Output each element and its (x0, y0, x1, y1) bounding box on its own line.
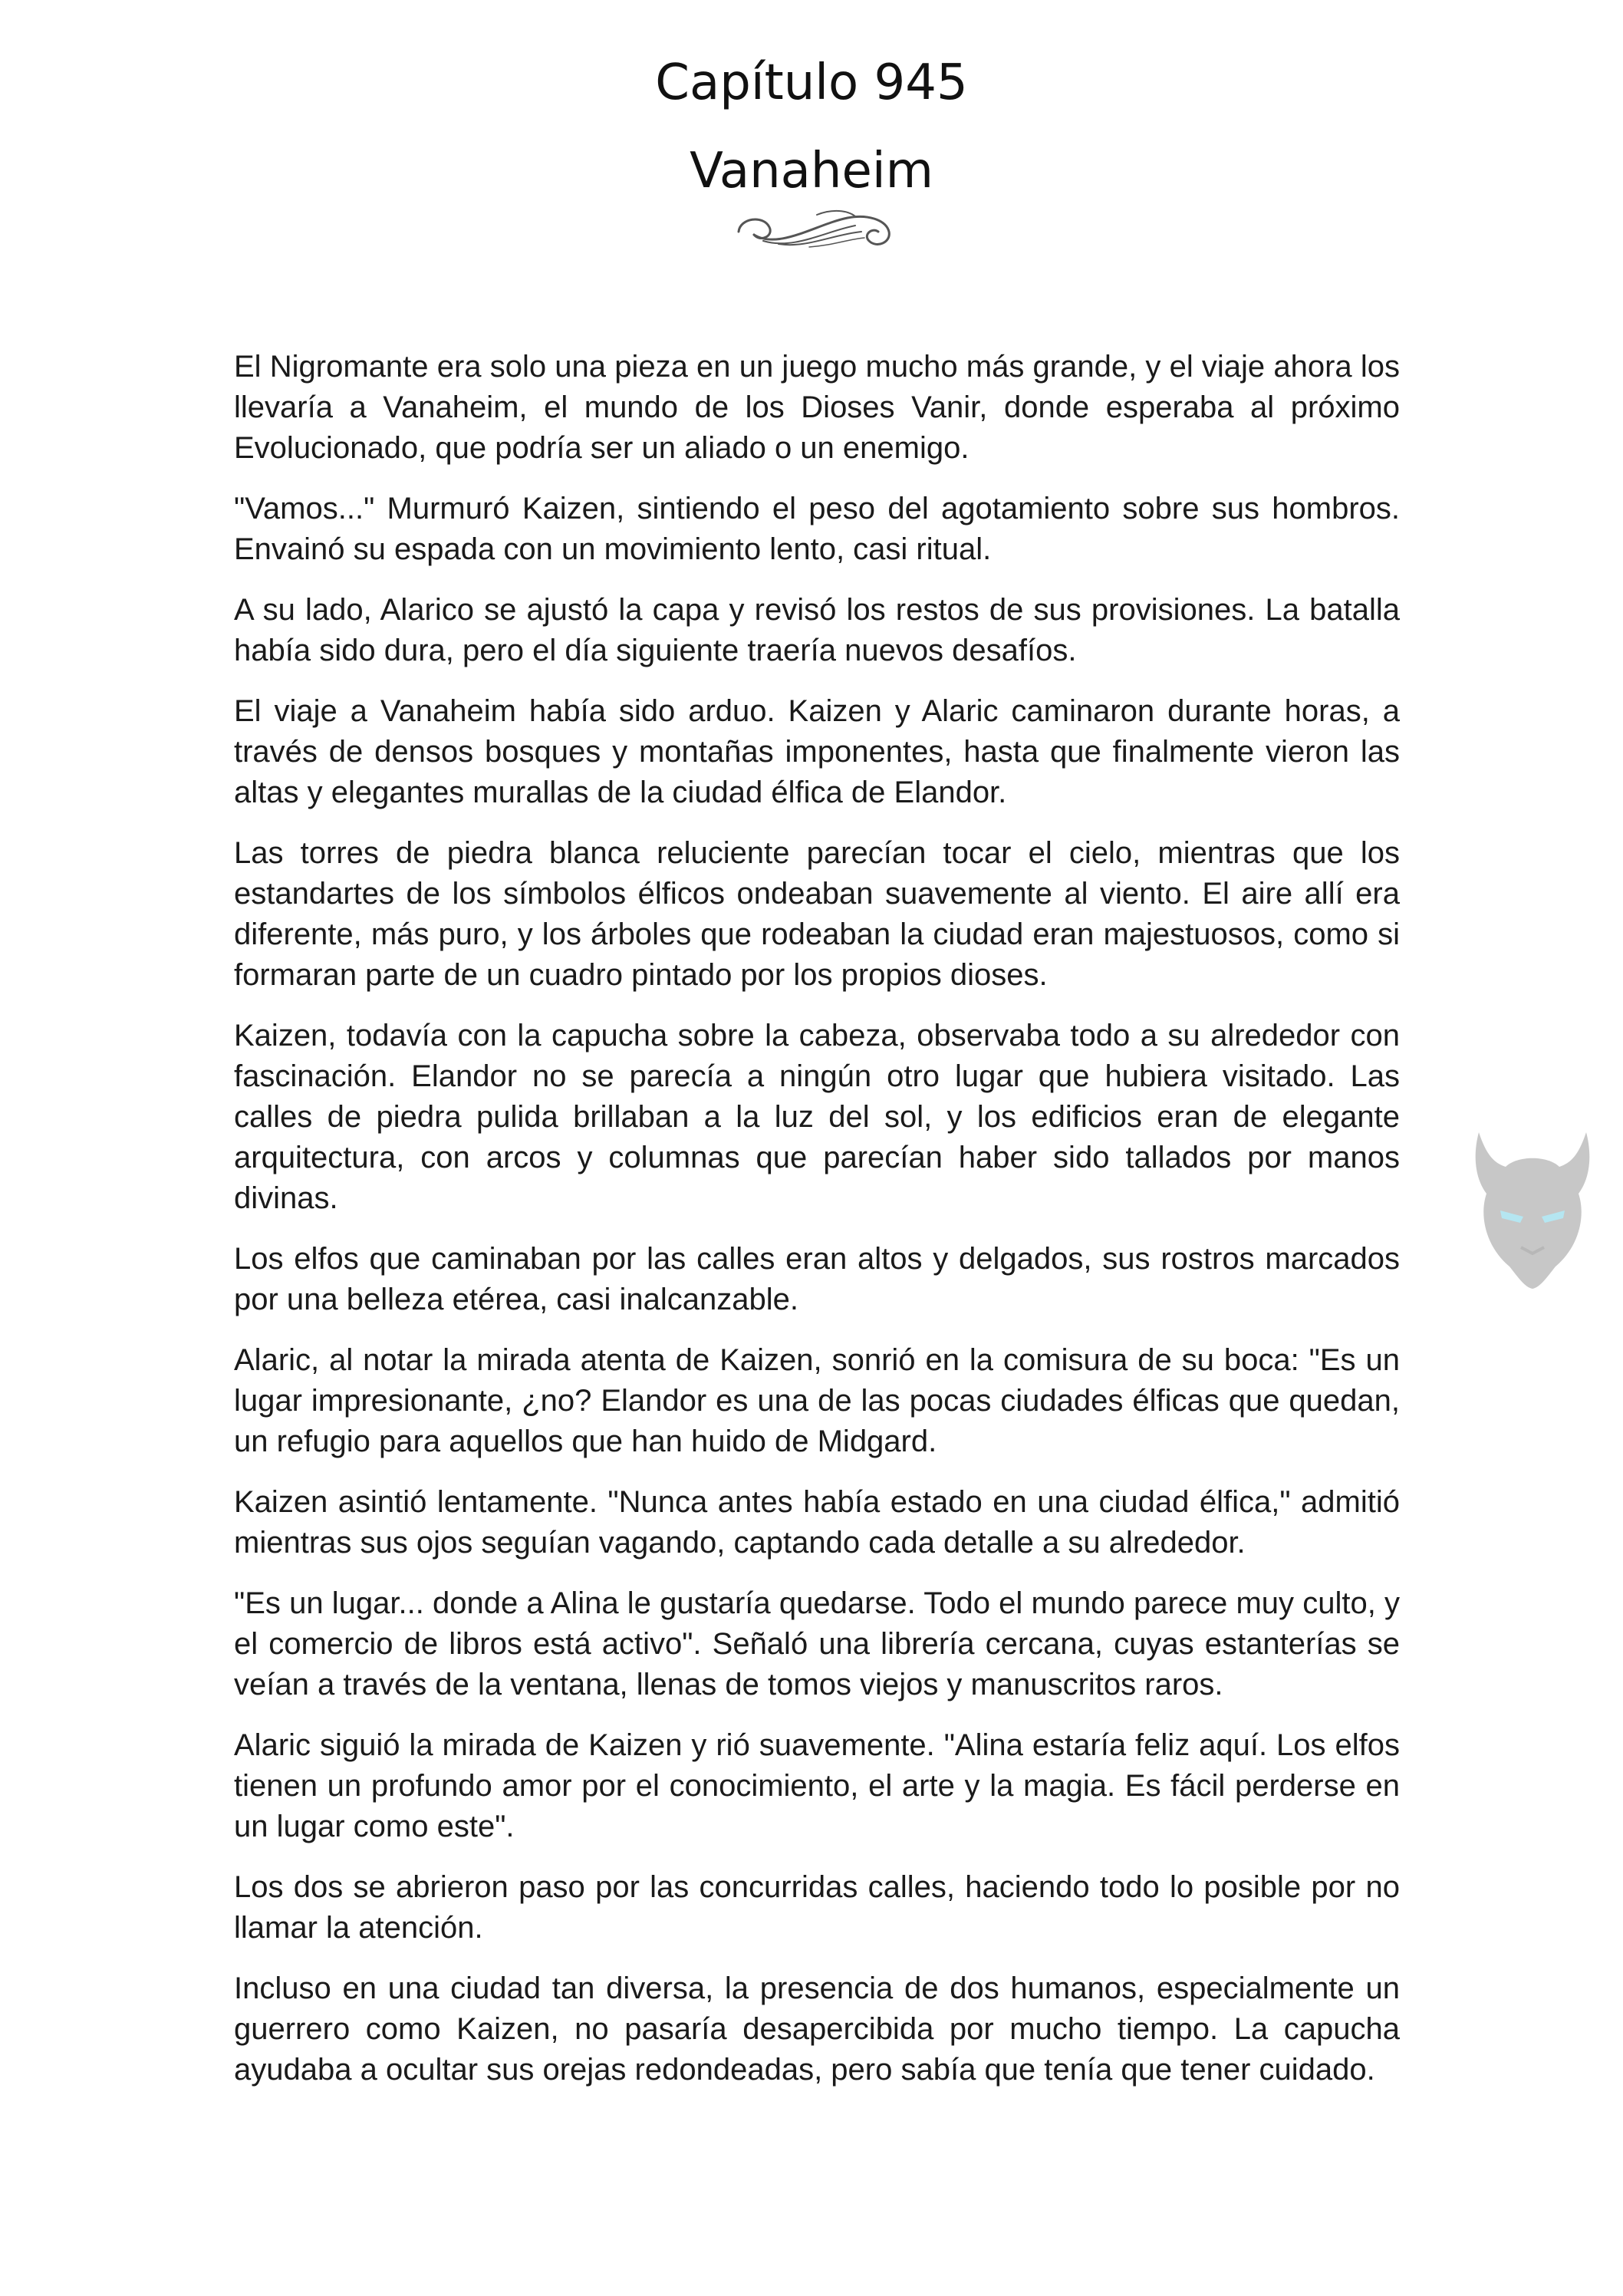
paragraph: Incluso en una ciudad tan diversa, la presencia de dos humanos, especialmente un guerrero como Kaizen, no pasaría desapercibida por mucho tiempo. La capucha ayudaba a ocultar sus orejas redondeadas, pero sabía que tenía que tener cuidado. (234, 1972, 1400, 2087)
paragraph: Kaizen asintió lentamente. "Nunca antes había estado en una ciudad élfica," admitió mientras sus ojos seguían vagando, captando cada detalle a su alrededor. (234, 1485, 1400, 1560)
paragraph: El Nigromante era solo una pieza en un juego mucho más grande, y el viaje ahora los llevaría a Vanaheim, el mundo de los Dioses Vanir, donde esperaba al próximo Evolucionado, que podría ser un aliado o un enemigo. (234, 350, 1400, 465)
chapter-header (0, 37, 1623, 213)
flourish-ornament-icon (732, 201, 895, 259)
paragraph: Las torres de piedra blanca reluciente parecían tocar el cielo, mientras que los estandartes de los símbolos élficos ondeaban suavemente al viento. El aire allí era diferente, más puro, y los árboles que rodeaban la ciudad eran majestuosos, como si formaran parte de un cuadro pintado por los propios dioses. (234, 836, 1400, 992)
chapter-number: Capítulo 945 (655, 54, 968, 111)
paragraph: A su lado, Alarico se ajustó la capa y revisó los restos de sus provisiones. La batalla había sido dura, pero el día siguiente traería nuevos desafíos. (234, 593, 1400, 667)
paragraph: Alaric siguió la mirada de Kaizen y rió suavemente. "Alina estaría feliz aquí. Los elfos tienen un profundo amor por el conocimiento, el arte y la magia. Es fácil perderse en un lugar como este". (234, 1728, 1400, 1843)
paragraph: El viaje a Vanaheim había sido arduo. Kaizen y Alaric caminaron durante horas, a través de densos bosques y montañas imponentes, hasta que finalmente vieron las altas y elegantes murallas de la ciudad élfica de Elandor. (234, 694, 1400, 809)
paragraph: Los dos se abrieron paso por las concurridas calles, haciendo todo lo posible por no llamar la atención. (234, 1870, 1400, 1945)
paragraph: "Es un lugar... donde a Alina le gustaría quedarse. Todo el mundo parece muy culto, y el comercio de libros está activo". Señaló una librería cercana, cuyas estanterías se veían a través de la ventana, llenas de tomos viejos y manuscritos raros. (234, 1586, 1400, 1701)
paragraph: "Vamos..." Murmuró Kaizen, sintiendo el peso del agotamiento sobre sus hombros. Envainó su espada con un movimiento lento, casi ritual. (234, 492, 1400, 566)
chapter-title: Vanaheim (690, 143, 933, 199)
paragraph: Los elfos que caminaban por las calles eran altos y delgados, sus rostros marcados por una belleza etérea, casi inalcanzable. (234, 1242, 1400, 1316)
paragraph: Kaizen, todavía con la capucha sobre la cabeza, observaba todo a su alrededor con fascinación. Elandor no se parecía a ningún otro lugar que hubiera visitado. Las calles de piedra pulida brillaban a la luz del sol, y los edificios eran de elegante arquitectura, con arcos y columnas que parecían haber sido tallados por manos divinas. (234, 1019, 1400, 1215)
chapter-body (234, 347, 1400, 2110)
demon-head-watermark-icon (1463, 1125, 1602, 1293)
paragraph: Alaric, al notar la mirada atenta de Kaizen, sonrió en la comisura de su boca: "Es un lugar impresionante, ¿no? Elandor es una de las pocas ciudades élficas que quedan, un refugio para aquellos que han huido de Midgard. (234, 1343, 1400, 1458)
